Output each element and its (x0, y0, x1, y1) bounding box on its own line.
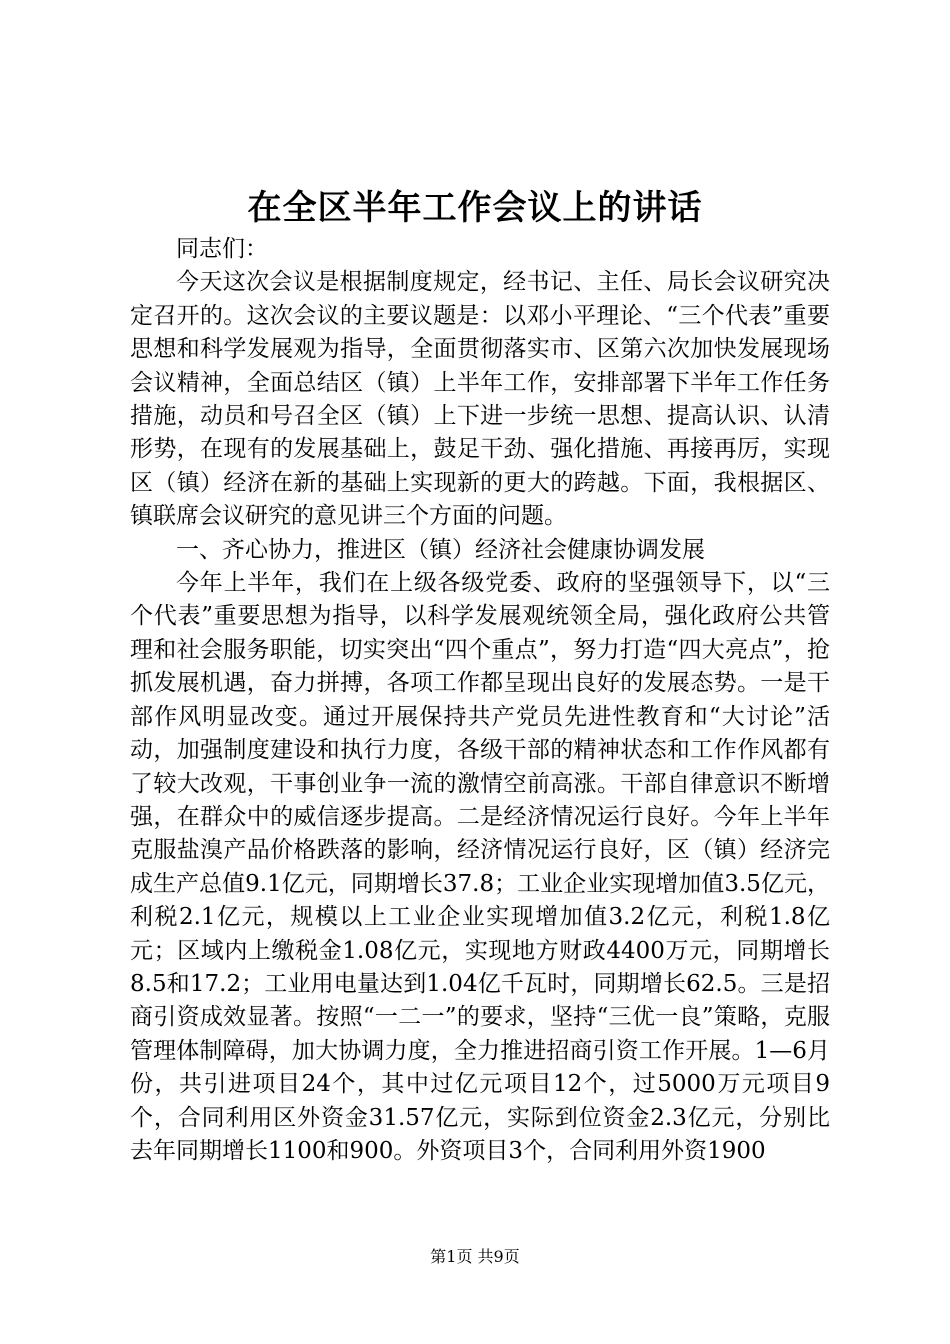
document-body (130, 233, 830, 1168)
page-footer: 第1页 共9页 (430, 1247, 520, 1266)
body-paragraph: 今年上半年，我们在上级各级党委、政府的坚强领导下，以“三个代表”重要思想为指导，以科学发展观统领全局，强化政府公共管理和社会服务职能，切实突出“四个重点”，努力打造“四大亮点”，抢抓发展机遇，奋力拼搏，各项工作都呈现出良好的发展态势。一是干部作风明显改变。通过开展保持共产党员先进性教育和“大讨论”活动，加强制度建设和执行力度，各级干部的精神状态和工作作风都有了较大改观，干事创业争一流的激情空前高涨。干部自律意识不断增强，在群众中的威信逐步提高。二是经济情况运行良好。今年上半年克服盐溴产品价格跌落的影响，经济情况运行良好，区（镇）经济完成生产总值9.1亿元，同期增长37.8；工业企业实现增加值3.5亿元，利税2.1亿元，规模以上工业企业实现增加值3.2亿元，利税1.8亿元；区域内上缴税金1.08亿元，实现地方财政4400万元，同期增长8.5和17.2；工业用电量达到1.04亿千瓦时，同期增长62.5。三是招商引资成效显著。按照“一二一”的要求，坚持“三优一良”策略，克服管理体制障碍，加大协调力度，全力推进招商引资工作开展。1—6月份，共引进项目24个，其中过亿元项目12个，过5000万元项目9个，合同利用区外资金31.57亿元，实际到位资金2.3亿元，分别比去年同期增长1100和900。外资项目3个，合同利用外资1900 (130, 570, 830, 1164)
intro-paragraph: 今天这次会议是根据制度规定，经书记、主任、局长会议研究决定召开的。这次会议的主要议题是：以邓小平理论、“三个代表”重要思想和科学发展观为指导，全面贯彻落实市、区第六次加快发展现场会议精神，全面总结区（镇）上半年工作，安排部署下半年工作任务措施，动员和号召全区（镇）上下进一步统一思想、提高认识、认清形势，在现有的发展基础上，鼓足干劲、强化措施、再接再厉，实现区（镇）经济在新的基础上实现新的更大的跨越。下面，我根据区、镇联席会议研究的意见讲三个方面的问题。 (130, 269, 830, 530)
salutation-paragraph: 同志们： (176, 236, 268, 262)
document-title: 在全区半年工作会议上的讲话 (247, 188, 703, 228)
section-heading: 一、齐心协力，推进区（镇）经济社会健康协调发展 (176, 536, 705, 563)
